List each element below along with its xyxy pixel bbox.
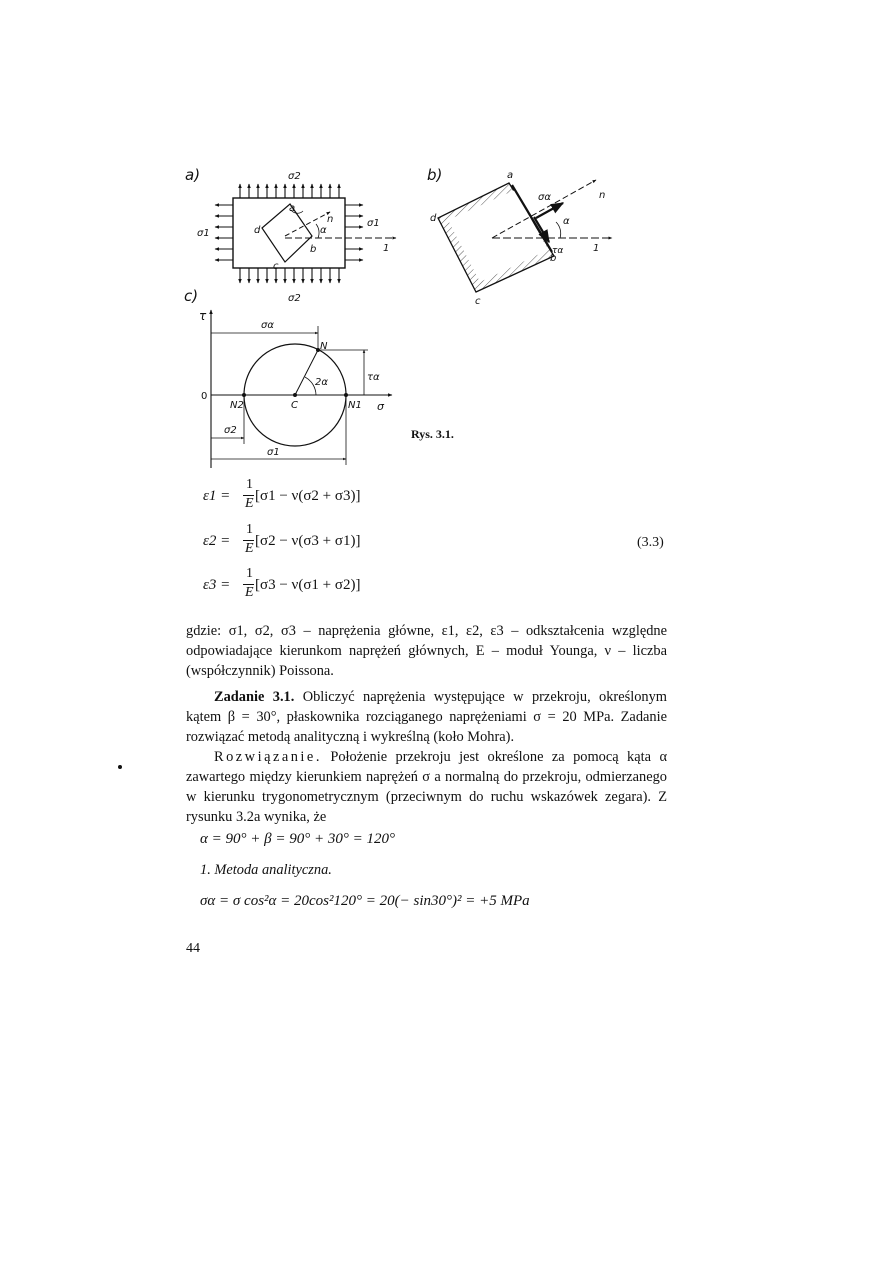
- svg-text:σα: σα: [261, 320, 274, 331]
- left-stress-arrows: [215, 205, 233, 260]
- svg-text:α: α: [563, 216, 570, 227]
- svg-text:d: d: [430, 213, 437, 224]
- solution-title: Rozwiązanie.: [214, 749, 322, 765]
- figure-caption: Rys. 3.1.: [411, 427, 454, 441]
- panel-c-mohr-circle: [184, 287, 392, 468]
- element-square: [262, 204, 312, 262]
- solution-body: Położenie przekroju jest określone za pomocą kąta α zawartego między kierunkiem naprężeń σ a normalną do przekroju, odmierzanego w kierunku trygonometrycznym (przeciwnym do ruchu wskazówek zegara). Z rysunku 3.2a wynika, że: [186, 749, 667, 825]
- svg-text:c: c: [273, 261, 279, 272]
- figure-3-1: [0, 0, 893, 480]
- panel-a-label: a): [185, 166, 201, 184]
- svg-text:σ1: σ1: [267, 447, 280, 458]
- svg-text:N1: N1: [348, 400, 362, 411]
- svg-text:c: c: [475, 296, 481, 307]
- panel-c-label: c): [184, 287, 199, 305]
- panel-a: [185, 166, 396, 304]
- svg-text:n: n: [327, 214, 334, 225]
- svg-text:σ2: σ2: [288, 293, 301, 304]
- svg-text:2α: 2α: [315, 377, 328, 388]
- svg-text:b: b: [310, 244, 317, 255]
- svg-text:C: C: [291, 400, 298, 411]
- svg-text:a: a: [507, 170, 514, 181]
- svg-text:1: 1: [383, 243, 390, 254]
- svg-text:1: 1: [593, 243, 600, 254]
- top-stress-arrows: [240, 184, 339, 198]
- svg-text:0: 0: [201, 391, 208, 402]
- svg-text:σ2: σ2: [224, 425, 237, 436]
- svg-text:d: d: [254, 225, 261, 236]
- svg-text:τ: τ: [199, 309, 207, 323]
- svg-text:a: a: [289, 203, 296, 214]
- method-heading: 1. Metoda analityczna.: [200, 862, 332, 878]
- page-number: 44: [186, 941, 200, 956]
- panel-b: [427, 166, 612, 307]
- svg-text:τα: τα: [552, 246, 564, 256]
- sigma-alpha-arrow: [536, 203, 563, 218]
- equation-number: (3.3): [637, 535, 664, 550]
- task-paragraph: [186, 687, 667, 747]
- definitions-paragraph: gdzie: σ1, σ2, σ3 – naprężenia główne, ε1, ε2, ε3 – odkształcenia względne odpowiadające kierunkom naprężeń głównych, E – moduł Younga, ν – liczba (współczynnik) Poissona.: [186, 623, 667, 679]
- margin-dot: [118, 765, 122, 769]
- svg-text:b: b: [550, 253, 557, 264]
- svg-text:σ2: σ2: [288, 171, 301, 182]
- svg-text:σ: σ: [377, 400, 384, 413]
- svg-text:τα: τα: [367, 372, 380, 383]
- svg-text:σ1: σ1: [197, 228, 210, 239]
- solution-paragraph: [186, 747, 667, 827]
- alpha-arc-a: [316, 224, 319, 238]
- svg-text:α: α: [320, 225, 327, 236]
- panel-b-label: b): [427, 166, 443, 184]
- task-title: Zadanie 3.1.: [214, 689, 295, 705]
- sigma-alpha-equation: σα = σ cos²α = 20cos²120° = 20(− sin30°)² = +5 MPa: [200, 893, 530, 909]
- bottom-stress-arrows: [240, 268, 339, 283]
- svg-text:n: n: [599, 190, 606, 201]
- svg-text:σ1: σ1: [367, 218, 380, 229]
- right-stress-arrows: [345, 205, 363, 260]
- task-body: Obliczyć naprężenia występujące w przekroju, określonym kątem β = 30°, płaskownika rozciąganego naprężeniami σ = 20 MPa. Zadanie rozwiązać metodą analityczną i wykreślną (koło Mohra).: [186, 689, 667, 745]
- svg-text:N2: N2: [230, 400, 244, 411]
- alpha-equation: α = 90° + β = 90° + 30° = 120°: [200, 831, 395, 847]
- svg-text:N: N: [320, 341, 328, 352]
- svg-text:σα: σα: [538, 192, 551, 203]
